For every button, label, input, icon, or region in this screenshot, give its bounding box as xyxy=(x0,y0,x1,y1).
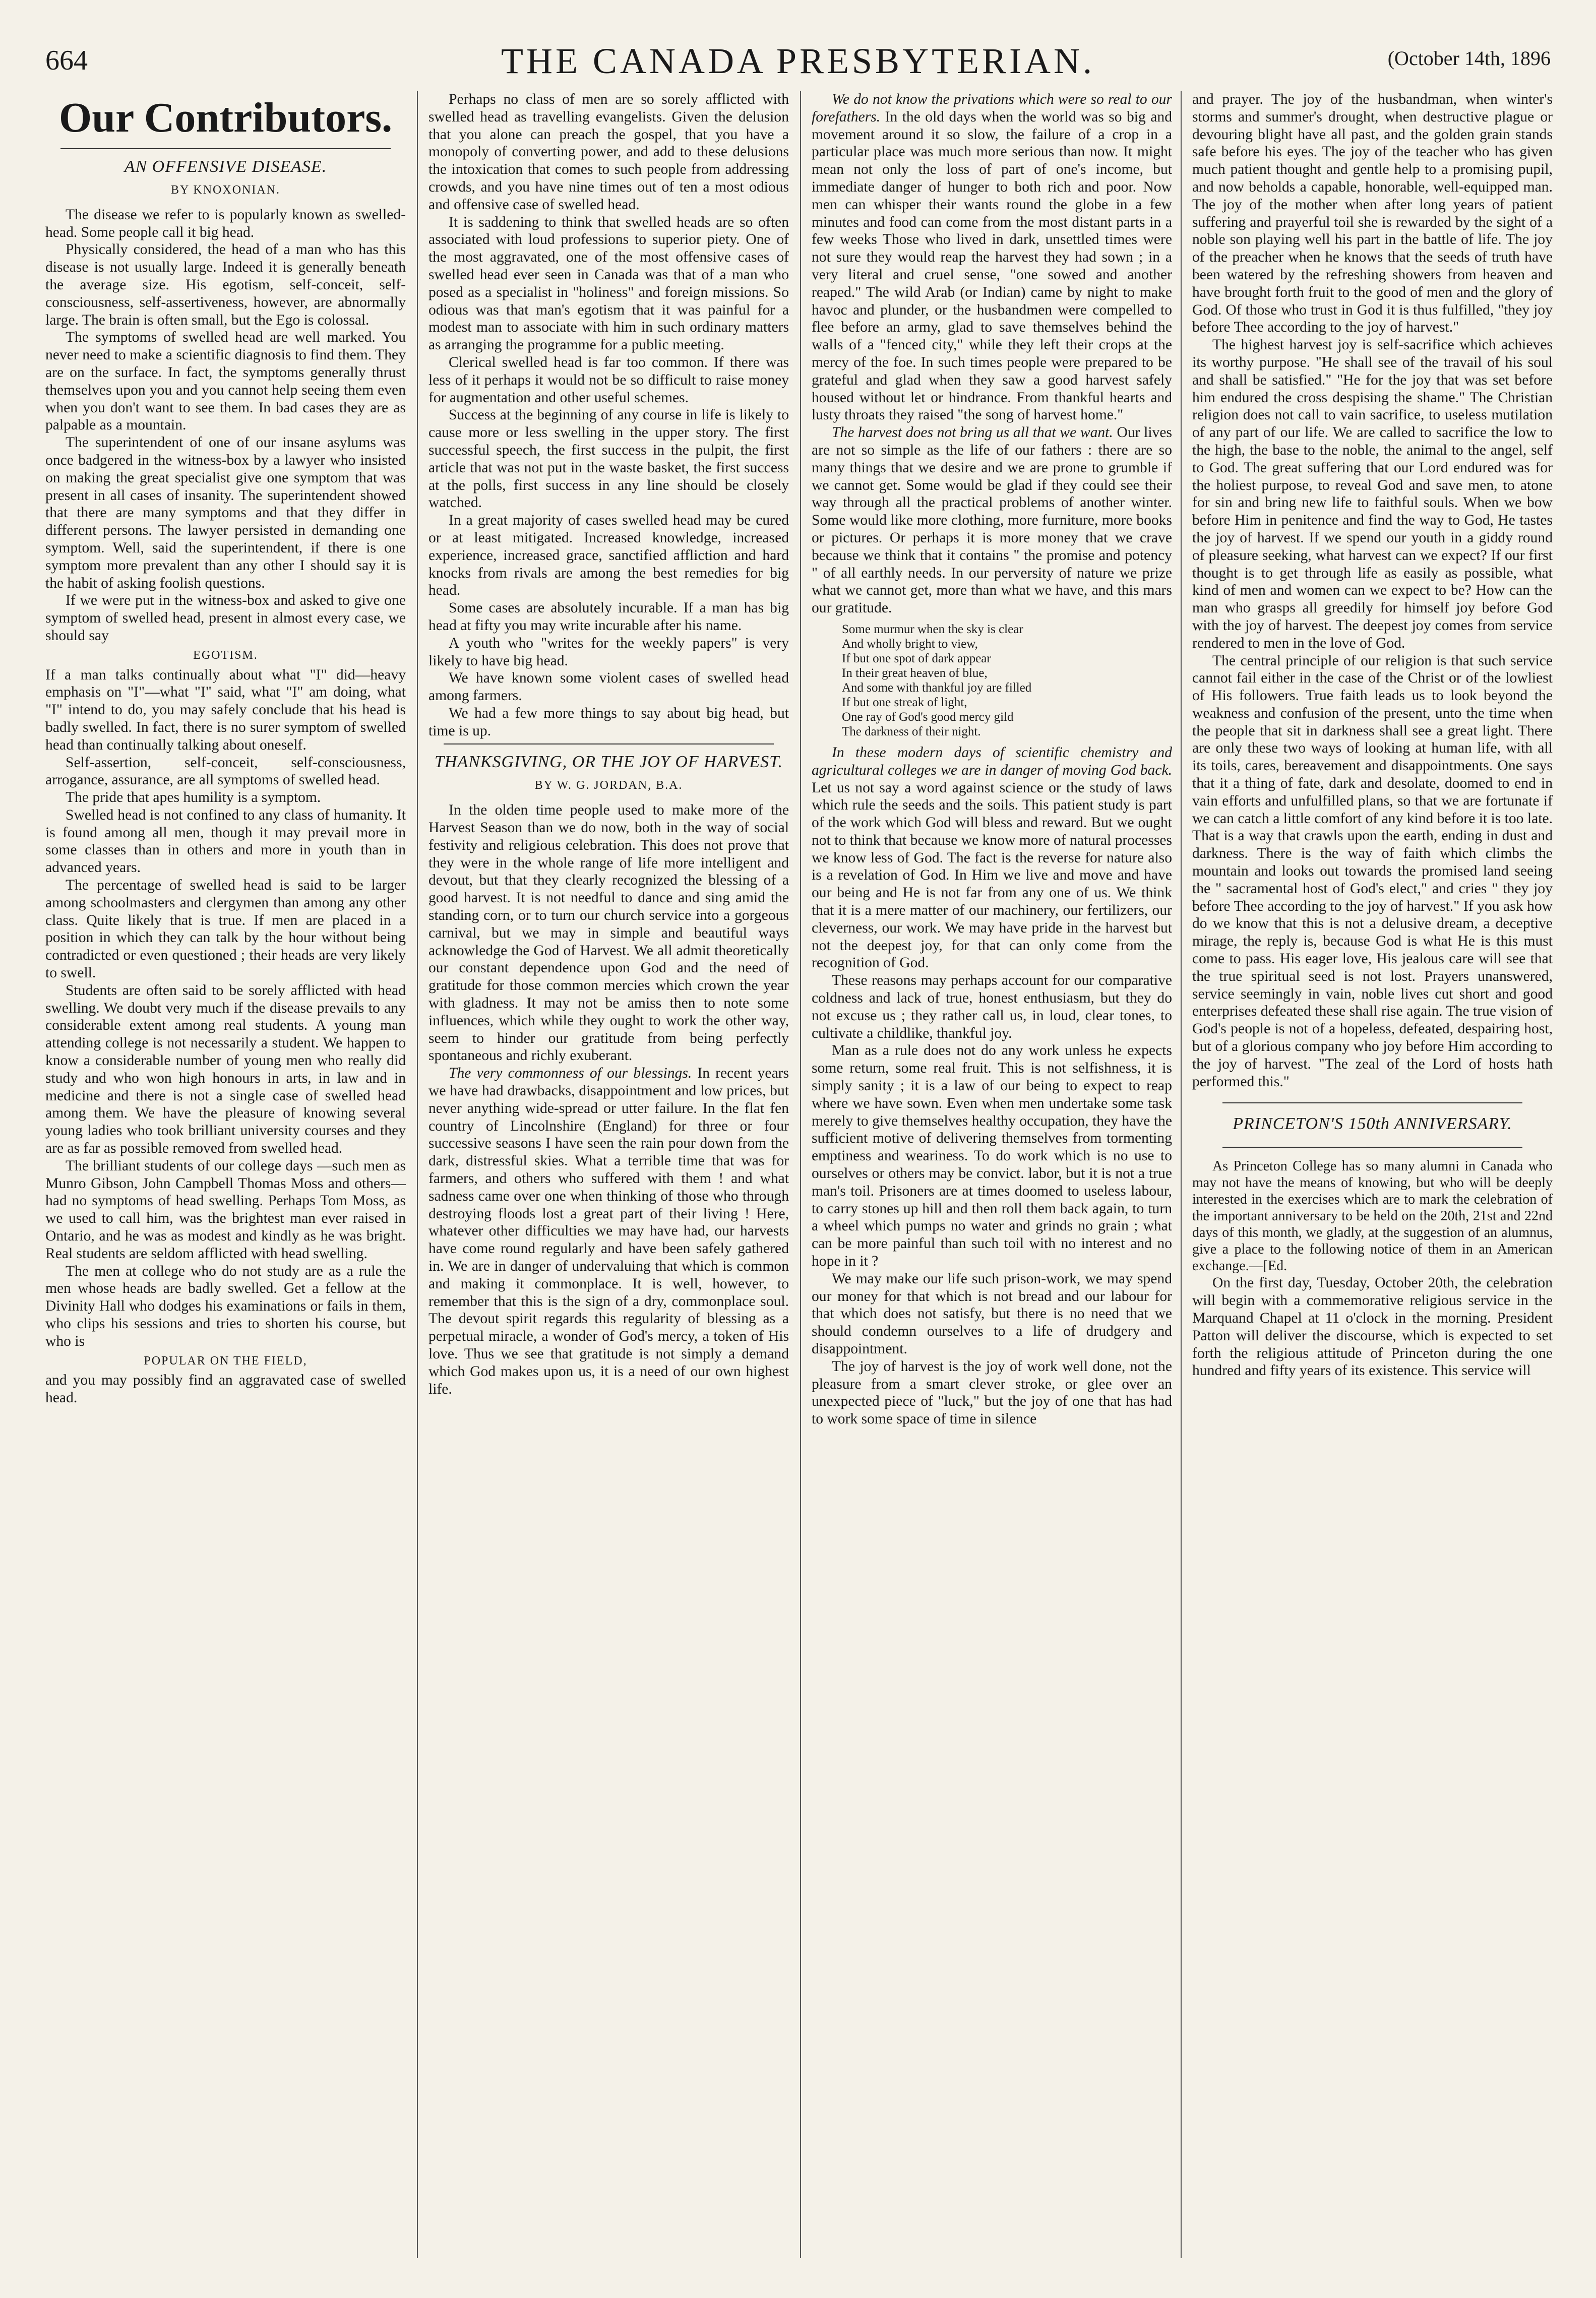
page-number: 664 xyxy=(45,45,88,76)
paragraph: It is saddening to think that swelled heads are so often associated with loud professions to superior piety. One of the most aggravated, one of the most offensive cases of swelled head ever seen in Canada was that of a man who posed as a specialist in "holiness" and foreign missions. So odious was that man's egotism that it was painful for a modest man to associate with him in such ordinary matters as arranging the programme for a public meeting. xyxy=(428,214,789,353)
paragraph: Students are often said to be sorely afflicted with head swelling. We doubt very much if the disease prevails to any considerable extent among real students. A young man attending college is not necessarily a student. We happen to know a considerable number of young men who really did study and who won high honours in arts, in law and in medicine and there is not a single case of swelled head among them. We have the pleasure of knowing several young ladies who took brilliant university courses and they are as far as possible removed from swelled head. xyxy=(45,982,406,1157)
paragraph xyxy=(812,91,1172,424)
paragraph: The superintendent of one of our insane asylums was once badgered in the witness-box by a lawyer who insisted on making the great specialist give one symptom that was present in all cases of insanity. The superintendent showed that there are many symptoms and that they differ in different persons. The lawyer persisted in demanding one symptom. Well, said the superintendent, if there is one symptom more prevalent than any other I should say it is the habit of asking foolish questions. xyxy=(45,434,406,591)
paragraph: We have known some violent cases of swelled head among farmers. xyxy=(428,670,789,704)
paragraph xyxy=(812,744,1172,972)
paragraph: These reasons may perhaps account for our comparative coldness and lack of true, honest enthusiasm, but they do not excuse us ; they rather call us, in loud, clear tones, to cultivate a childlike, thankful joy. xyxy=(812,972,1172,1041)
title-rule xyxy=(60,148,391,149)
paragraph: If a man talks continually about what "I" did—heavy emphasis on "I"—what "I" said, what "I" am doing, what "I" intend to do, you may safely conclude that his head is badly swelled. In fact, there is no surer symptom of swelled head than continually talking about oneself. xyxy=(45,666,406,753)
article-rule xyxy=(1222,1147,1522,1148)
poem-line: If but one spot of dark appear xyxy=(842,651,991,665)
paragraph: A youth who "writes for the weekly papers" is very likely to have big head. xyxy=(428,635,789,669)
paragraph-text: Our lives are not so simple as the life of our fathers : there are so many things that we desire and we are prone to grumble if we cannot get. Some would be glad if they could see their way through all the practical problems of another winter. Some would like more clothing, more furniture, more books or pictures. Or perhaps it is more money that we crave because we think that it contains " the promise and potency " of all earthly needs. In our perversity of nature we prize what we cannot get, more than what we have, and this mars our gratitude. xyxy=(812,424,1172,616)
article-rule xyxy=(444,743,774,744)
section-title: Our Contributors. xyxy=(58,94,393,141)
poem-line: And wholly bright to view, xyxy=(842,637,978,651)
paragraph: and prayer. The joy of the husbandman, when winter's storms and summer's drought, when destructive plague or devouring blight have all past, and the golden grain stands safe before his eyes. The joy of the teacher who has given much patient thought and gentle help to a promising pupil, and now beholds a capable, honorable, well-equipped man. The joy of the mother when after long years of patient suffering and prayerful toil she is rewarded by the sight of a noble son playing well his part in the battle of life. The joy of the preacher when he knows that the seeds of truth have been watered by the refreshing showers from heaven and have brought forth fruit to the good of men and the glory of God. Of those who trust in God it is thus fulfilled, "they joy before Thee according to the joy of harvest." xyxy=(1192,91,1553,336)
article-title: AN OFFENSIVE DISEASE. xyxy=(124,157,327,176)
masthead-title: THE CANADA PRESBYTERIAN. xyxy=(501,41,1095,81)
paragraph: Physically considered, the head of a man who has this disease is not usually large. Indeed it is generally beneath the average size. His egotism, self-conceit, self-consciousness, self-assertiveness, however, are abnormally large. The brain is often small, but the Ego is colossal. xyxy=(45,241,406,328)
column-3 xyxy=(812,91,1172,2258)
italic-lead: The harvest does not bring us all that we want. xyxy=(832,424,1113,441)
paragraph-text: In recent years we have had drawbacks, disappointment and low prices, but never anything wide-spread or utter failure. In the flat fen country of Lincolnshire (England) for three or four successive seasons I have seen the rain pour down from the dark, distressful skies. What a terrible time that was for farmers, and others who suffered with them ! and what sadness came over one when thinking of those who through destroying floods lost a great part of their living ! Here, whatever other difficulties we may have had, our harvests have come round regularly and have been safely gathered in. We are in danger of undervaluing that which is common and making it commonplace. It is well, however, to remember that this is the sign of a dry, commonplace soul. The devout spirit regards this regularity of blessing as a perpetual miracle, a wonder of God's mercy, a token of His love. Thus we see that gratitude is not simply a demand which God makes upon us, it is a need of our own highest life. xyxy=(428,1065,789,1397)
article-title: PRINCETON'S 150th ANNIVERSARY. xyxy=(1233,1114,1512,1134)
article-rule xyxy=(1222,1102,1522,1103)
paragraph: As Princeton College has so many alumni in Canada who may not have the means of knowing, but who will be deeply interested in the exercises which are to mark the celebration of the important anniversary to be held on the 20th, 21st and 22nd days of this month, we gladly, at the suggestion of an alumnus, give a place to the following notice of them in an American exchange.—[Ed. xyxy=(1192,1158,1553,1274)
paragraph: Success at the beginning of any course in life is likely to cause more or less swelling in the upper story. The first successful speech, the first success in the pulpit, the first article that was not put in the waste basket, the first success at the polls, first success in any line should be closely watched. xyxy=(428,407,789,511)
paragraph: The pride that apes humility is a symptom. xyxy=(66,789,321,806)
paragraph: In a great majority of cases swelled head may be cured or at least mitigated. Increased knowledge, increased experience, increased grace, sanctified affliction and hard knocks from rivals are among the best remedies for big head. xyxy=(428,512,789,599)
paragraph-text: Let us not say a word against science or the study of laws which rule the seeds and the soils. This patient study is part of the work which God will bless and reward. But we ought not to think that because we know more of natural processes we know less of God. The fact is the reverse for nature also is a revelation of God. In Him we live and move and have our being and He is not far from any one of us. We think that it is a mere matter of our machinery, our fertilizers, our cleverness, our work. We may have pride in the harvest but not the deepest joy, for that can only come from the recognition of God. xyxy=(812,779,1172,971)
paragraph: We had a few more things to say about big head, but time is up. xyxy=(428,705,789,739)
paragraph: and you may possibly find an aggravated case of swelled head. xyxy=(45,1372,406,1406)
paragraph: The highest harvest joy is self-sacrifice which achieves its worthy purpose. "He shall see of the travail of his soul and shall be satisfied." "He for the joy that was set before him endured the cross despising the shame." The Christian religion does not call to vain sacrifice, to useless mutilation of any part of our life. We are called to sacrifice the low to the high, the base to the noble, the animal to the angel, self to God. The great suffering that our Lord endured was for the holiest purpose, to reveal God and save men, to atone for sin and bring new life to faithful souls. When we bow before Him in penitence and find the way to God, He tastes the joy of harvest. If we spend our youth in a giddy round of pleasure seeking, what harvest can we expect? If our first thought is to get through life as easily as possible, what kind of men and women can we expect to be? How can the man who grasps all greedily for himself joy before God with the joy of harvest. The deepest joy comes from service rendered to men in the love of God. xyxy=(1192,337,1553,651)
paragraph-text: In the old days when the world was so big and movement around it so slow, the failure of a crop in a particular place was much more serious than now. It might mean not only the loss of part of one's income, but immediate danger of hunger to both rich and poor. Now men can whisper their wants round the globe in a few minutes and food can come from the most distant parts in a few weeks Those who lived in dark, unsettled times were not sure they would reap the harvest they had sown ; in a very literal and cruel sense, "one sowed and another reaped." The wild Arab (or Indian) came by night to make havoc and plunder, or the husbandmen were compelled to flee before an army, glad to save themselves behind the walls of a "fenced city," while they left their crops at the mercy of the foe. In such times people were prepared to be grateful and glad when they saw a good harvest safely housed without let or hindrance. From thankful hearts and lusty throats they raised "the song of harvest home." xyxy=(812,108,1172,423)
paragraph: If we were put in the witness-box and asked to give one symptom of swelled head, present in almost every case, we should say xyxy=(45,592,406,644)
paragraph: The central principle of our religion is that such service cannot fail either in the case of the Christ or of the lowliest of His followers. True faith leads us to look beyond the weakness and confusion of the present, unto the time when the people that sit in darkness shall see a great light. There are only these two ways of looking at human life, with all its toils, cares, bereavement and disappointments. One says that it a thing of fate, dark and desolate, doomed to end in vain efforts and unfulfilled plans, so that we are fortunate if we can catch a little comfort of any kind before it is too late. That is a way that crawls upon the earth, ending in dust and darkness. There is the way of faith which climbs the mountain and looks out towards the promised land seeing the " sacramental host of God's elect," and cries " they joy before Thee according to the joy of harvest." If you ask how do we know that this is not a delusive dream, a deceptive mirage, the reply is, because God is what He is this must come to pass. His eager love, His jealous care will see that the true spiritual seed is not lost. Prayers unanswered, service seemingly in vain, noble lives cut short and good enterprises defeated these shall rise again. The true vision of God's people is not of a hopeless, defeated, despairing host, but of a glorious company who joy before Him according to the joy of harvest. "The zeal of the Lord of hosts hath performed this." xyxy=(1192,652,1553,1090)
paragraph: In the olden time people used to make more of the Harvest Season than we do now, both in the way of social festivity and religious celebration. This does not prove that they were in the whole range of life more intelligent and devout, but that they clearly recognized the blessing of a good harvest. It is not needful to dance and sing amid the standing corn, or to turn our church service into a gorgeous carnival, but we may in simple and beautiful ways acknowledge the God of Harvest. We all admit theoretically our constant dependence upon God and the need of gratitude for those common mercies which crown the year with gladness. It may not be amiss then to note some influences, which while they ought to work the other way, seem to hinder our gratitude from being perfectly spontaneous and richly exuberant. xyxy=(428,802,789,1064)
poem-line: If but one streak of light, xyxy=(842,695,967,709)
column-divider xyxy=(800,91,801,2258)
paragraph: The men at college who do not study are as a rule the men whose heads are badly swelled. Get a fellow at the Divinity Hall who dodges his examinations or fails in them, who clips his sessions and tries to shorten his course, but who is xyxy=(45,1263,406,1349)
poem-line: In their great heaven of blue, xyxy=(842,666,988,680)
column-divider xyxy=(1181,91,1182,2258)
italic-lead: We do not know the privations which were so real to our forefathers. xyxy=(812,91,1172,125)
poem-line: The darkness of their night. xyxy=(842,724,981,738)
article-byline: BY W. G. JORDAN, B.A. xyxy=(534,779,683,792)
italic-lead: The very commonness of our blessings. xyxy=(449,1065,692,1082)
paragraph: The disease we refer to is popularly known as swelled-head. Some people call it big head. xyxy=(45,206,406,240)
issue-date: (October 14th, 1896 xyxy=(1387,47,1551,70)
text-columns xyxy=(45,91,1553,2258)
paragraph: Swelled head is not confined to any class of humanity. It is found among all men, though it may prevail more in some classes than in others and more in youth than in advanced years. xyxy=(45,806,406,876)
article-byline: BY KNOXONIAN. xyxy=(170,183,281,197)
italic-lead: In these modern days of scientific chemistry and agricultural colleges we are in danger of moving God back. xyxy=(812,744,1172,778)
paragraph: Some cases are absolutely incurable. If a man has big head at fifty you may write incurable after his name. xyxy=(428,600,789,634)
subheading: POPULAR ON THE FIELD, xyxy=(144,1354,308,1368)
poem-line: And some with thankful joy are filled xyxy=(842,680,1032,695)
page-header xyxy=(45,40,1551,81)
paragraph xyxy=(428,1065,789,1398)
paragraph: The joy of harvest is the joy of work well done, not the pleasure from a smart clever stroke, or glee over an unexpected piece of "luck," but the joy of one that has had to work some space of time in silence xyxy=(812,1358,1172,1427)
column-divider xyxy=(417,91,418,2258)
paragraph: The brilliant students of our college days —such men as Munro Gibson, John Campbell Thomas Moss and others—had no symptoms of head swelling. Perhaps Tom Moss, as we used to call him, was the brightest man ever raised in Ontario, and he was as modest and kindly as he was bright. Real students are seldom afflicted with head swelling. xyxy=(45,1157,406,1262)
paragraph: We may make our life such prison-work, we may spend our money for that which is not bread and our labour for that which does not satisfy, but there is no need that we should condemn ourselves to a life of drudgery and disappointment. xyxy=(812,1270,1172,1357)
paragraph: On the first day, Tuesday, October 20th, the celebration will begin with a commemorative religious service in the Marquand Chapel at 11 o'clock in the morning. President Patton will deliver the discourse, which is expected to set forth the religious attitude of Princeton during the one hundred and fifty years of its existence. This service will xyxy=(1192,1275,1553,1379)
paragraph: Self-assertion, self-conceit, self-consciousness, arrogance, assurance, are all symptoms of swelled head. xyxy=(45,754,406,788)
poem-line: Some murmur when the sky is clear xyxy=(842,622,1023,636)
column-4 xyxy=(1192,91,1553,2258)
article-title: THANKSGIVING, OR THE JOY OF HARVEST. xyxy=(434,753,783,772)
poem-line: One ray of God's good mercy gild xyxy=(842,710,1014,724)
paragraph: The percentage of swelled head is said to be larger among schoolmasters and clergymen than among any other class. Quite likely that is true. If men are placed in a position in which they can talk by the hour without being contradicted or even questioned ; their heads are very likely to swell. xyxy=(45,877,406,981)
column-2 xyxy=(428,91,789,2258)
paragraph: Man as a rule does not do any work unless he expects some return, some real fruit. This is not selfishness, it is simply sanity ; it is a law of our being to expect to reap where we have sown. Even when men undertake some task merely to give themselves healthy occupation, they have the sufficient motive of delivering themselves from tormenting emptiness and weariness. To do work which is no use to ourselves or others may be convict. labor, but it is not a true man's toil. Prisoners are at times doomed to useless labour, to carry stones up hill and then roll them back again, to turn a wheel which pumps no water and grinds no grain ; what can be more painful than such toil with no interest and no hope in it ? xyxy=(812,1042,1172,1270)
paragraph: The symptoms of swelled head are well marked. You never need to make a scientific diagnosis to find them. They are on the surface. In fact, the symptoms generally thrust themselves upon you and you cannot help seeing them even when you don't want to see them. In bad cases they are as palpable as a mountain. xyxy=(45,329,406,433)
subheading: EGOTISM. xyxy=(193,648,258,662)
paragraph xyxy=(812,424,1172,617)
poem xyxy=(842,622,1172,739)
paragraph: Clerical swelled head is far too common. If there was less of it perhaps it would not be so difficult to raise money for augmentation and other useful schemes. xyxy=(428,354,789,406)
paragraph: Perhaps no class of men are so sorely afflicted with swelled head as travelling evangelists. Given the delusion that you alone can preach the gospel, that you have a monopoly of converting power, and add to these delusions the intoxication that comes to such people from addressing crowds, and you have nine times out of ten a most odious and offensive case of swelled head. xyxy=(428,91,789,213)
column-1 xyxy=(45,91,406,2258)
